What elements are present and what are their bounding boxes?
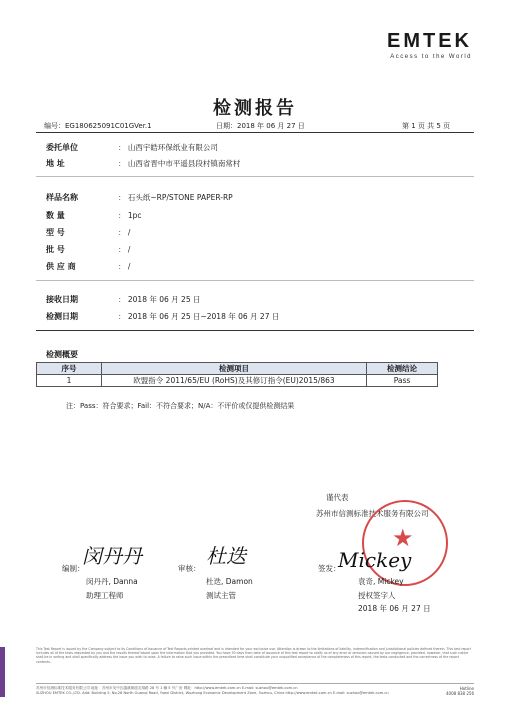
address-value: ： 山西省晋中市平遥县段村镇南常村 (118, 159, 241, 168)
sample-divider (36, 280, 474, 281)
header-item: 检测项目 (102, 363, 367, 375)
row-result: Pass (367, 375, 438, 387)
sample-name-value: ： 石头纸~RP/STONE PAPER-RP (118, 193, 233, 202)
reviewed-label: 审核： (178, 564, 201, 573)
client-value: ： 山西宇皓环保纸业有限公司 (118, 143, 218, 152)
sample-name-label: 样品名称 (46, 193, 78, 202)
footer-divider (36, 683, 474, 684)
prepared-role: 助理工程师 (86, 591, 124, 600)
footer-address (36, 686, 416, 696)
summary-header-row (37, 363, 438, 375)
reviewed-role: 测试主管 (206, 591, 236, 600)
quantity-value: ： 1pc (118, 211, 142, 220)
client-divider (36, 176, 474, 177)
report-number: 编号：EG180625091C01GVer.1 (44, 122, 152, 130)
signed-label: 签发： (318, 564, 341, 573)
supplier-label: 供 应 商 (46, 262, 76, 271)
header-result: 检测结论 (367, 363, 438, 375)
page-number: 第 1 页 共 5 页 (402, 122, 451, 130)
side-color-bar (0, 647, 5, 697)
company-seal-stamp (362, 500, 448, 586)
summary-section-title: 检测概要 (46, 350, 78, 359)
on-behalf-text: 谨代表 (326, 493, 349, 502)
test-date-label: 检测日期 (46, 312, 78, 321)
sign-date: 2018 年 06 月 27 日 (358, 604, 431, 613)
reviewed-name: 杜迭, Damon (206, 577, 253, 586)
address-label: 地 址 (46, 159, 65, 168)
result-note: 注：Pass：符合要求；Fail：不符合要求；N/A：不评价或仅提供检测结果 (66, 402, 295, 410)
prepared-signature: 闵丹丹 (82, 544, 142, 568)
signed-name: 袁奇, Mickey (358, 577, 404, 586)
batch-label: 批 号 (46, 245, 65, 254)
header-divider (36, 132, 474, 133)
client-label: 委托单位 (46, 143, 78, 152)
prepared-label: 编制： (62, 564, 85, 573)
logo-tagline: Access to the World (390, 54, 472, 60)
header-no: 序号 (37, 363, 102, 375)
emtek-logo (387, 30, 472, 60)
seal-star-icon: ★ (392, 524, 414, 552)
reviewed-signature: 杜迭 (206, 544, 246, 568)
model-value: ： / (118, 228, 131, 237)
logo-wordmark: EMTEK (387, 30, 472, 52)
supplier-value: ： / (118, 262, 131, 271)
hotline-number: 4008 838 256 (446, 691, 474, 696)
received-date-value: ： 2018 年 06 月 25 日 (118, 295, 201, 304)
quantity-label: 数 量 (46, 211, 65, 220)
signed-role: 授权签字人 (358, 591, 396, 600)
prepared-name: 闵丹丹, Danna (86, 577, 138, 586)
batch-value: ： / (118, 245, 131, 254)
model-label: 型 号 (46, 228, 65, 237)
table-row (37, 375, 438, 387)
row-item: 欧盟指令 2011/65/EU (RoHS)及其修订指令(EU)2015/863 (102, 375, 367, 387)
test-date-value: ： 2018 年 06 月 25 日~2018 年 06 月 27 日 (118, 312, 280, 321)
hotline-label: Hotline (459, 686, 474, 691)
row-no: 1 (37, 375, 102, 387)
footer-address-cn: 苏州市信测标准技术服务有限公司 地址：苏州市吴中区越溪街道友翔路 28 号 1 幢 5 号厂房 网址：http://www.emtek.com.cn E-mail: suzhou@emtek.com.cn (36, 686, 298, 690)
disclaimer-text: This Test Report is issued by the Company subject to its Conditions of Issuance of Test Reports printed overleaf and is intended for your exclusive use. Attention is drawn to the limitations of liability, indemnification and jurisdictional policies defined therein. This test report includes all of the tests requested by you and the results thereof based upon the information that you provided. You have 30 days from date of issuance of this test report to notify us of any error or omission caused by our negligence, provided, however, that such notice shall be in writing and shall specifically address the issue you wish to raise. A failure to raise such issue within the prescribed time shall constitute your unqualified acceptance of the completeness of this report, the tests conducted and the correctness of the report contents. (36, 647, 471, 664)
report-title: 检测报告 (213, 98, 297, 119)
signed-signature: Mickey (338, 548, 412, 572)
hotline-block (446, 686, 474, 696)
summary-table (36, 362, 438, 387)
issuing-company: 苏州市信测标准技术服务有限公司 (316, 509, 429, 518)
received-date-label: 接收日期 (46, 295, 78, 304)
footer-address-en: SUZHOU EMTEK CO.,LTD. Add: Building 5, No.28 North Guanqi Road, Yuexi District, Wuzhong Economic Development Zone, Suzhou, China http://www.emtek.com.cn E-mail: suzhou@emtek.com.cn (36, 691, 389, 695)
dates-divider (36, 330, 474, 331)
report-date: 日期：2018 年 06 月 27 日 (216, 122, 305, 130)
